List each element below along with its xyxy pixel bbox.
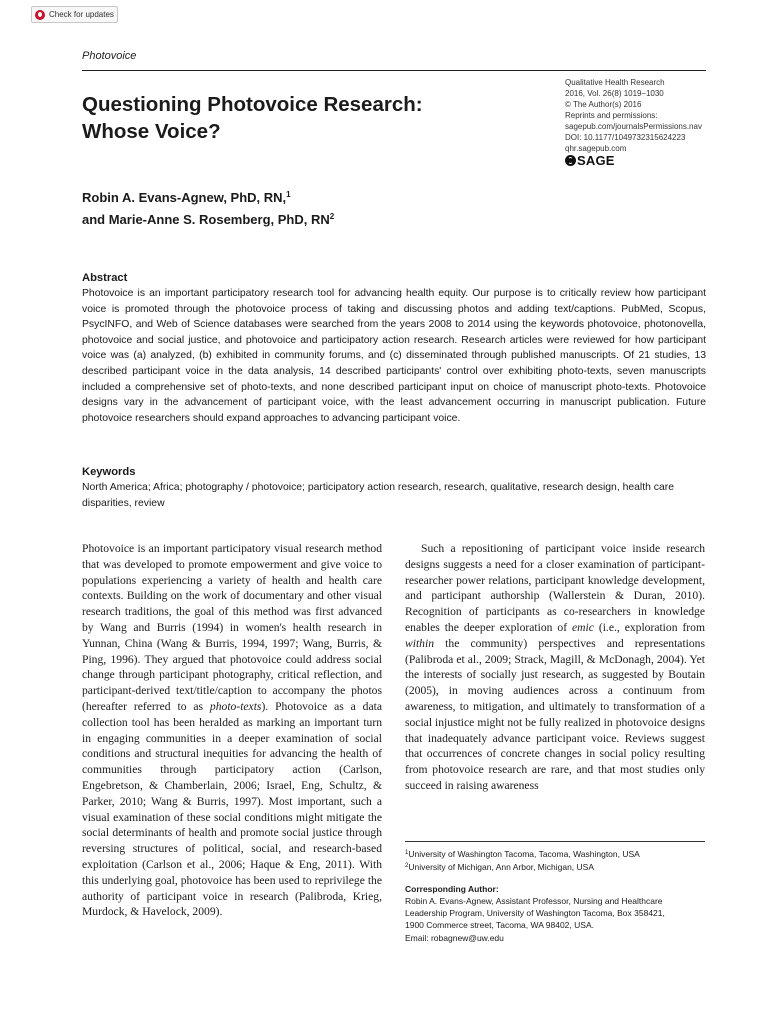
body-text: ). Photovoice as a data collection tool has been heralded as marking an important turn in engaging communities in a deeper examination of social conditions and structural inequities for advancing the health of communities through participatory action (Carlson, Engebretson, & Chamberlain, 2006; Israel, Eng, Schultz, & Parker, 2010; Wang & Burris, 1997). Most important, such a visual examination of these social conditions might mitigate the social determinants of health and promote social justice through reversing structures of political, social, and research-based exploitation (Carlson et al., 2006; Haque & Eng, 2011). With this underlying goal, photovoice has been used to reprivilege the authority of participant voice in research (Palibroda, Krieg, Murdock, & Havelock, 2009). bbox=[82, 699, 382, 919]
abstract-heading: Abstract bbox=[82, 272, 128, 284]
body-text: (i.e., exploration from bbox=[593, 620, 705, 634]
article-title bbox=[82, 91, 542, 145]
body-column-left bbox=[82, 541, 382, 920]
journal-name: Qualitative Health Research bbox=[565, 78, 665, 87]
journal-info bbox=[565, 77, 725, 166]
affiliation-1 bbox=[405, 847, 710, 860]
corresponding-author-line: Leadership Program, University of Washington Tacoma, Box 358421, bbox=[405, 908, 665, 919]
body-emphasis: photo-texts bbox=[209, 699, 262, 713]
corresponding-author-line: Robin A. Evans-Agnew, Assistant Professor, Nursing and Healthcare bbox=[405, 895, 663, 906]
affiliation-1-mark: 1 bbox=[405, 850, 409, 856]
check-for-updates-button[interactable] bbox=[31, 6, 118, 23]
journal-site-link[interactable]: qhr.sagepub.com bbox=[565, 144, 627, 153]
body-text: Such a repositioning of participant voice inside research designs suggests a need for a closer examination of participant-researcher power relations, participant knowledge development, and participant authorship (Wallerstein & Duran, 2010). Recognition of participants as co-researchers in knowledge enables the deeper exploration of bbox=[405, 542, 705, 634]
affiliation-2 bbox=[405, 860, 710, 873]
footnote-rule bbox=[405, 841, 705, 842]
body-emphasis: within bbox=[405, 636, 434, 650]
author-2-affiliation-mark: 2 bbox=[329, 212, 335, 221]
body-column-right bbox=[405, 541, 705, 794]
body-text: the community) perspectives and representations (Palibroda et al., 2009; Strack, Magill, & McDonagh, 2004). Yet the interests of socially just research, as suggested by Boutain (2005), in moving audiences across a continuum from awareness, to mitigation, and ultimately to transformation of a social injustice might not be fully realized in photovoice designs that inadequately advance participant voice. Reviews suggest that occurrences of concrete changes in social policy resulting from photovoice research are rare, and that most studies only succeed in raising awareness bbox=[405, 636, 705, 792]
affiliation-1-text: University of Washington Tacoma, Tacoma, Washington, USA bbox=[408, 849, 640, 859]
journal-copyright: © The Author(s) 2016 bbox=[565, 100, 642, 109]
title-line-1: Questioning Photovoice Research: bbox=[82, 93, 423, 116]
author-2: and Marie-Anne S. Rosemberg, PhD, RN bbox=[82, 212, 330, 227]
journal-doi[interactable]: DOI: 10.1177/1049732315624223 bbox=[565, 133, 686, 142]
corresponding-author-email[interactable]: Email: robagnew@uw.edu bbox=[405, 932, 504, 943]
abstract-section bbox=[82, 271, 706, 426]
journal-volume: 2016, Vol. 26(8) 1019–1030 bbox=[565, 89, 664, 98]
keywords-heading: Keywords bbox=[82, 466, 136, 478]
body-emphasis: emic bbox=[572, 620, 594, 634]
journal-reprints: Reprints and permissions: bbox=[565, 111, 658, 120]
title-line-2: Whose Voice? bbox=[82, 120, 221, 143]
body-text: Photovoice is an important participatory visual research method that was developed to promote empowerment and give voice to populations experiencing a variety of health and health care contexts. Building on the work of documentary and other visual research traditions, the goal of this method was first advanced by Wang and Burris (1994) in women's health research in Yunnan, China (Wang & Burris, 1994, 1997; Wang, Burris, & Ping, 1996). They argued that photovoice could address social change through participant photography, critical reflection, and participant-derived text/title/caption to accompany the photos (hereafter referred to as bbox=[82, 542, 382, 713]
author-line-2 bbox=[82, 207, 334, 229]
author-1: Robin A. Evans-Agnew, PhD, RN, bbox=[82, 190, 287, 205]
keywords-section bbox=[82, 465, 706, 511]
affiliation-2-text: University of Michigan, Ann Arbor, Michigan, USA bbox=[408, 862, 595, 873]
affiliation-2-mark: 2 bbox=[405, 863, 409, 870]
sage-logo-text: SAGE bbox=[577, 153, 615, 168]
author-1-affiliation-mark: 1 bbox=[286, 190, 291, 199]
journal-permissions-link[interactable]: sagepub.com/journalsPermissions.nav bbox=[565, 122, 702, 131]
corresponding-author-heading: Corresponding Author: bbox=[405, 883, 499, 894]
running-head: Photovoice bbox=[82, 50, 137, 62]
corresponding-author-line: 1900 Commerce street, Tacoma, WA 98402, USA. bbox=[405, 920, 594, 931]
author-list bbox=[82, 185, 334, 229]
footnotes bbox=[405, 847, 710, 944]
header-rule bbox=[82, 70, 706, 71]
body-paragraph bbox=[82, 541, 382, 920]
author-line-1 bbox=[82, 185, 334, 207]
crossmark-icon bbox=[35, 10, 45, 20]
sage-logo-icon bbox=[565, 155, 576, 166]
abstract-text: Photovoice is an important participatory research tool for advancing health equity. Our purpose is to critically review how participant voice is promoted through the photovoice process of taking and discussing photos and adding text/captions. PubMed, Scopus, PsycINFO, and Web of Science databases were searched from the years 2008 to 2014 using the keywords photovoice, photonovella, photovoice and social justice, and photovoice and participatory action research. Research articles were reviewed for how participant voice was (a) analyzed, (b) exhibited in community forums, and (c) disseminated through published manuscripts. Of 21 studies, 13 described participant voice in the data analysis, 14 described participants' control over exhibiting photo-texts, seven manuscripts included a comprehensive set of photo-texts, and none described participant input on choice of manuscript photo-texts. Photovoice designs vary in the advancement of participant voice, with the least advancement occurring in manuscript publication. Future photovoice researchers should expand approaches to advancing participant voice. bbox=[82, 288, 706, 424]
body-paragraph bbox=[405, 541, 705, 794]
keywords-text: North America; Africa; photography / photovoice; participatory action research, research, qualitative, research design, health care disparities, review bbox=[82, 482, 675, 509]
check-for-updates-label: Check for updates bbox=[49, 10, 114, 19]
sage-logo bbox=[565, 155, 725, 166]
